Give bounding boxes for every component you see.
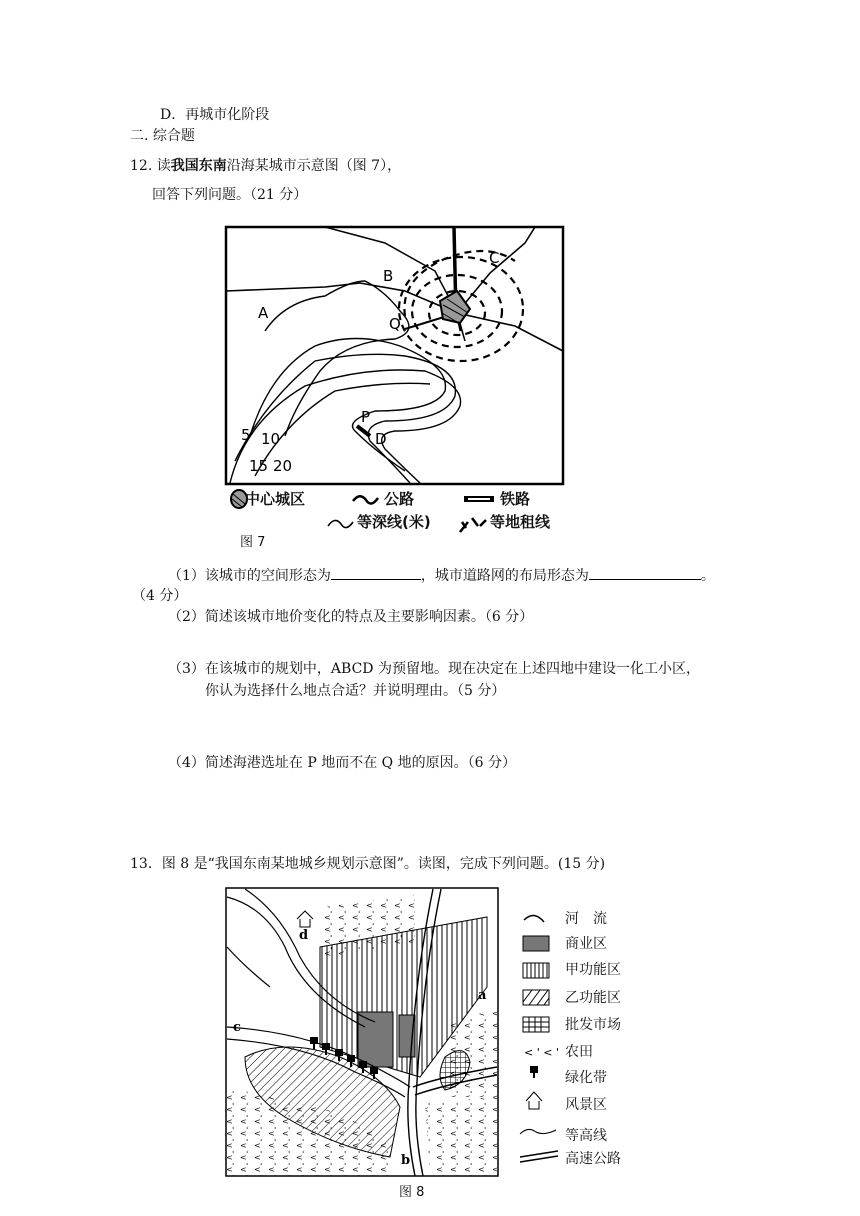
answer-blank-1[interactable] [331,565,421,580]
label-D: D [375,430,387,448]
legend-commercial: 商业区 [565,936,607,952]
label-b: b [401,1153,411,1168]
answer-blank-2[interactable] [589,565,701,580]
legend-rent-line: 等地租线 [490,513,551,531]
depth-15: 15 [249,457,269,475]
q12-sub2: （2）简述该城市地价变化的特点及主要影响因素。（6 分） [168,609,534,625]
depth-20: 20 [273,457,293,475]
fig7-caption: 图 7 [240,535,266,550]
q12-sub1-b: ，城市道路网的布局形态为 [420,568,589,584]
legend-scenic: 风景区 [565,1097,607,1113]
q12-sub3-line1: （3）在该城市的规划中，ABCD 为预留地。现在决定在上述四地中建设一化工小区， [168,661,700,677]
legend-wholesale: 批发市场 [565,1017,621,1033]
legend-road: 公路 [384,490,415,508]
legend-expressway: 高速公路 [565,1151,621,1167]
q12-sub3-line2: 你认为选择什么地点合适？并说明理由。（5 分） [205,683,506,699]
label-d: d [299,928,309,943]
legend-river: 河 流 [565,911,607,927]
label-C: C [489,249,500,267]
figure-8-legend-symbols [518,906,558,1166]
legend-zone-a: 甲功能区 [565,962,621,978]
label-Q: Q [389,315,401,333]
q12-sub1 [168,565,715,585]
q13-stem: 13．图 8 是“我国东南某地城乡规划示意图”。读图，完成下列问题。(15 分) [130,856,606,872]
label-P: P [361,408,371,426]
q12-sub1-c: 。 [700,568,715,584]
label-c: c [233,1020,241,1035]
legend-contour: 等高线 [565,1128,607,1144]
q12-sub4: （4）简述海港选址在 P 地而不在 Q 地的原因。（6 分） [168,755,516,771]
label-a: a [478,988,487,1003]
legend-rail: 铁路 [500,490,531,508]
q12-bold: 我国东南 [170,158,227,174]
q12-prefix: 12. 读 [130,158,171,174]
q12-sub1-score: （4 分） [132,588,188,604]
q12-score: 回答下列问题。（21 分） [152,187,308,203]
fig8-caption: 图 8 [399,1185,425,1200]
legend-greenbelt: 绿化带 [565,1070,607,1086]
legend-center-district: 中心城区 [245,490,306,508]
section-title: 二. 综合题 [130,128,195,144]
legend-depth-line: 等深线(米) [357,513,431,531]
legend-zone-b: 乙功能区 [565,990,621,1006]
q12-suffix: 沿海某城市示意图（图 7）， [226,158,402,174]
q12-sub1-a: （1）该城市的空间形态为 [168,568,331,584]
label-B: B [383,267,394,285]
legend-farmland: 农田 [565,1044,593,1060]
label-A: A [258,304,269,322]
figure-8-map [225,887,500,1179]
depth-5: 5 [241,426,251,444]
option-d: D．再城市化阶段 [160,107,270,123]
depth-10: 10 [261,430,281,448]
figure-7-map [225,221,565,486]
q12-stem [130,157,401,175]
svg-text:< ' < ': < ' < ' [524,1046,559,1059]
